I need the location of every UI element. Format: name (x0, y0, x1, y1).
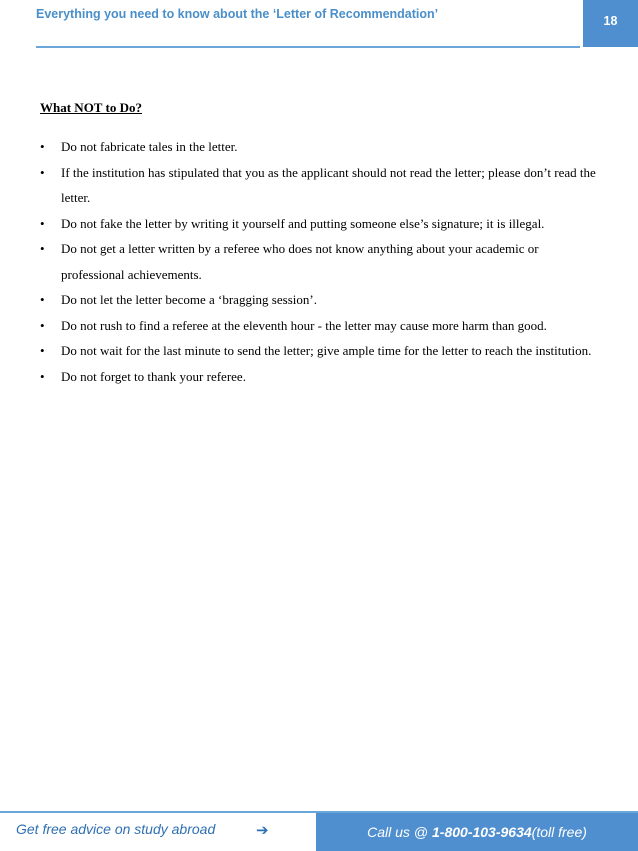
list-item-text: Do not get a letter written by a referee who does not know anything about your academic or professional achievements. (61, 241, 539, 282)
page-number: 18 (603, 14, 618, 28)
list-item-text: Do not forget to thank your referee. (61, 368, 246, 384)
list-item-text: Do not let the letter become a ‘bragging session’. (61, 292, 317, 307)
bullet-icon: • (40, 241, 45, 256)
list-item-text: If the institution has stipulated that you as the applicant should not read the letter; please don’t read the letter. (61, 164, 596, 205)
list-item (40, 134, 605, 160)
list-item (40, 338, 605, 364)
document-title: Everything you need to know about the ‘Letter of Recommendation’ (36, 7, 439, 21)
list-item (40, 211, 605, 237)
list-item-text: Do not fabricate tales in the letter. (61, 139, 238, 154)
bullet-icon: • (40, 139, 45, 154)
bullet-icon: • (40, 292, 45, 307)
page-number-box (583, 0, 638, 47)
list-item (40, 236, 605, 287)
bullet-list (40, 134, 605, 389)
list-item-text: Do not wait for the last minute to send the letter; give ample time for the letter to reach the institution. (61, 343, 592, 358)
advice-text: Get free advice on study abroad (16, 821, 216, 837)
header-divider (36, 46, 580, 48)
call-prefix: Call us @ (367, 824, 429, 840)
bullet-icon: • (40, 343, 45, 358)
bullet-icon: • (40, 317, 45, 333)
page-header (36, 0, 580, 46)
page-footer (0, 811, 638, 851)
arrow-right-icon: ➔ (256, 821, 269, 839)
section-heading: What NOT to Do? (40, 100, 142, 115)
list-item (40, 313, 605, 339)
main-content (40, 99, 605, 389)
list-item (40, 160, 605, 211)
bullet-icon: • (40, 368, 45, 384)
list-item-text: Do not rush to find a referee at the eleventh hour - the letter may cause more harm than good. (61, 317, 547, 333)
phone-number: 1-800-103-9634 (432, 824, 532, 840)
bullet-icon: • (40, 215, 45, 231)
toll-free-label: (toll free) (531, 824, 587, 840)
list-item (40, 287, 605, 313)
list-item (40, 364, 605, 390)
list-item-text: Do not fake the letter by writing it yourself and putting someone else’s signature; it is illegal. (61, 215, 545, 231)
call-us-box (316, 813, 638, 851)
bullet-icon: • (40, 164, 45, 180)
